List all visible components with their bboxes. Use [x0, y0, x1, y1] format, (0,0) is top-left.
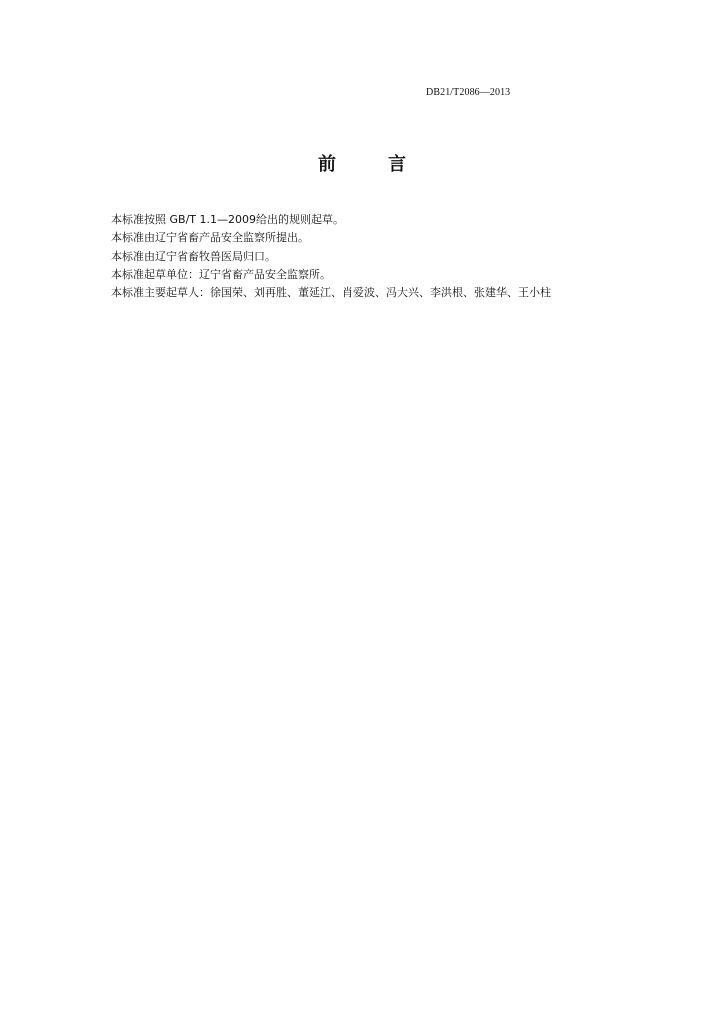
page-title	[0, 150, 724, 176]
foreword-line-proposer: 本标准由辽宁省畜产品安全监察所提出。	[111, 231, 309, 245]
document-code: DB21/T2086—2013	[426, 87, 511, 98]
title-char-2: 言	[388, 154, 406, 175]
foreword-body	[111, 211, 671, 302]
foreword-line-drafting-unit: 本标准起草单位：辽宁省畜产品安全监察所。	[111, 267, 331, 281]
title-char-1: 前	[318, 154, 336, 175]
foreword-line-drafting-rules: 本标准按照 GB/T 1.1—2009给出的规则起草。	[111, 213, 344, 226]
foreword-line-administrator: 本标准由辽宁省畜牧兽医局归口。	[111, 249, 276, 263]
foreword-line-drafters: 本标准主要起草人：徐国荣、刘再胜、董延江、肖爱波、冯大兴、李洪根、张建华、王小柱	[111, 286, 551, 300]
